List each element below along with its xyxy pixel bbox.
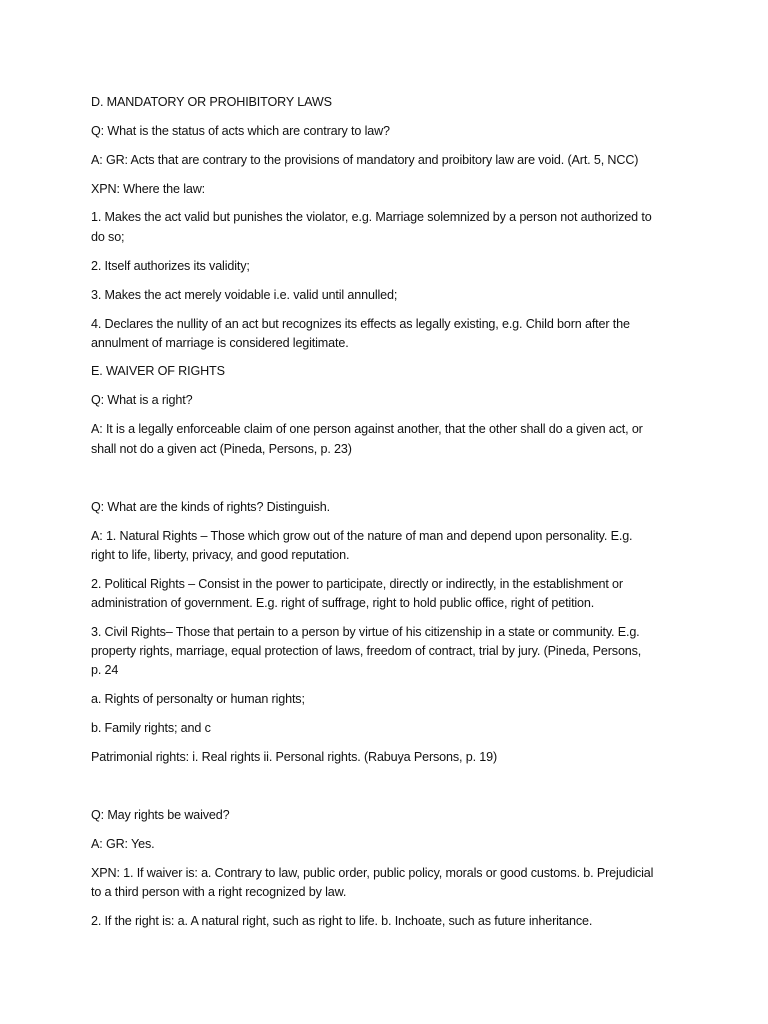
section-heading-waiver-of-rights: E. WAIVER OF RIGHTS [91,364,225,378]
civil-rights-line-3: p. 24 [91,663,119,677]
question-kinds-of-rights: Q: What are the kinds of rights? Distinguish. [91,500,330,514]
waiver-exception-2: 2. If the right is: a. A natural right, such as right to life. b. Inchoate, such as future inheritance. [91,914,593,928]
patrimonial-rights: Patrimonial rights: i. Real rights ii. Personal rights. (Rabuya Persons, p. 19) [91,750,498,764]
exception-item-1-line-2: do so; [91,230,125,244]
exception-item-3: 3. Makes the act merely voidable i.e. valid until annulled; [91,288,398,302]
civil-rights-line-2: property rights, marriage, equal protection of laws, freedom of contract, trial by jury. (Pineda, Persons, [91,644,642,658]
waiver-exception-1-line-2: to a third person with a right recognized by law. [91,885,347,899]
question-what-is-right: Q: What is a right? [91,393,193,407]
natural-rights-line-2: right to life, liberty, privacy, and good reputation. [91,548,350,562]
answer-may-rights-be-waived: A: GR: Yes. [91,837,155,851]
section-heading-mandatory-laws: D. MANDATORY OR PROHIBITORY LAWS [91,95,332,109]
political-rights-line-2: administration of government. E.g. right of suffrage, right to hold public office, right of petition. [91,596,595,610]
natural-rights-line-1: A: 1. Natural Rights – Those which grow out of the nature of man and depend upon personality. E.g. [91,529,633,543]
civil-rights-line-1: 3. Civil Rights– Those that pertain to a person by virtue of his citizenship in a state or community. E.g. [91,625,640,639]
exception-item-4-line-1: 4. Declares the nullity of an act but recognizes its effects as legally existing, e.g. Child born after the [91,317,630,331]
exception-item-1-line-1: 1. Makes the act valid but punishes the violator, e.g. Marriage solemnized by a person not authorized to [91,210,652,224]
rights-of-personalty: a. Rights of personalty or human rights; [91,692,305,706]
exception-item-2: 2. Itself authorizes its validity; [91,259,250,273]
answer-status-of-acts: A: GR: Acts that are contrary to the provisions of mandatory and proibitory law are void. (Art. 5, NCC) [91,153,639,167]
exception-heading: XPN: Where the law: [91,182,206,196]
waiver-exception-1-line-1: XPN: 1. If waiver is: a. Contrary to law, public order, public policy, morals or good customs. b. Prejudicial [91,866,654,880]
question-status-of-acts: Q: What is the status of acts which are contrary to law? [91,124,390,138]
answer-what-is-right-line-1: A: It is a legally enforceable claim of one person against another, that the other shall do a given act, or [91,422,643,436]
political-rights-line-1: 2. Political Rights – Consist in the power to participate, directly or indirectly, in the establishment or [91,577,623,591]
answer-what-is-right-line-2: shall not do a given act (Pineda, Persons, p. 23) [91,442,352,456]
exception-item-4-line-2: annulment of marriage is considered legitimate. [91,336,349,350]
question-may-rights-be-waived: Q: May rights be waived? [91,808,230,822]
family-rights: b. Family rights; and c [91,721,211,735]
